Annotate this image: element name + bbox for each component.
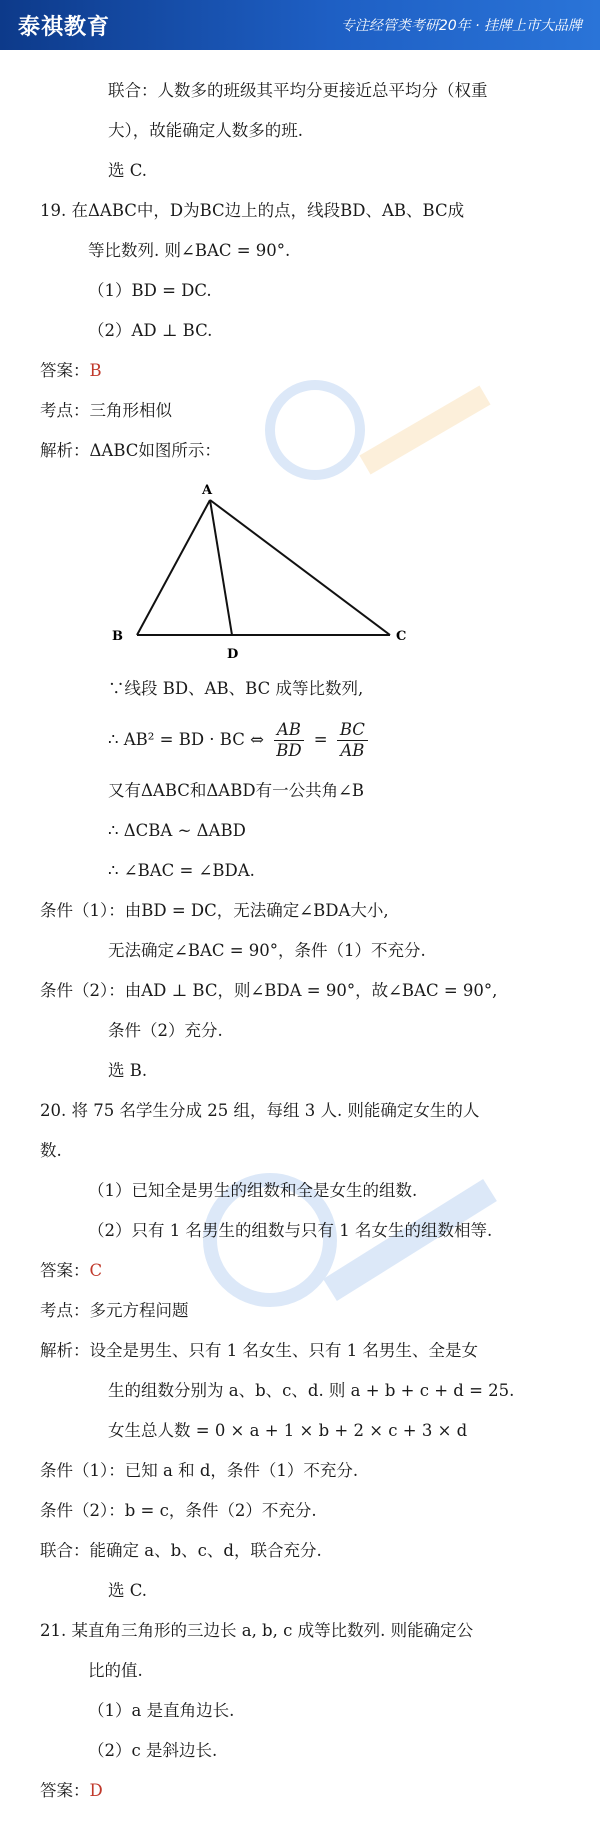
q20-jiexi-line2: 生的组数分别为 a、b、c、d. 则 a + b + c + d = 25. (108, 1381, 515, 1400)
q20-joint: 联合：能确定 a、b、c、d，联合充分. (40, 1541, 322, 1560)
triangle-side-AC (210, 500, 390, 635)
q19-condition-1-analysis: 条件（1）：由BD = DC，无法确定∠BDA大小, (40, 901, 389, 920)
q18-joint-line2: 大），故能确定人数多的班. (108, 121, 303, 140)
vertex-label-C: C (396, 629, 407, 644)
answer-label: 答案： (40, 1261, 90, 1280)
fraction-ab-bd: $\frac{AB}{BD}$ (273, 720, 304, 761)
q20-condition-1: （1）已知全是男生的组数和全是女生的组数. (88, 1181, 418, 1200)
q20-jiexi-line3: 女生总人数 = 0 × a + 1 × b + 2 × c + 3 × d (108, 1421, 468, 1440)
header-banner (0, 0, 600, 50)
q19-stem-line1: 19. 在ΔABC中，D为BC边上的点，线段BD、AB、BC成 (40, 201, 465, 220)
q19-step-4: ∴ ΔCBA ~ ΔABD (108, 821, 246, 840)
q19-choice: 选 B. (108, 1061, 148, 1080)
q19-jiexi: 解析：ΔABC如图所示： (40, 441, 221, 460)
q19-stem-line2: 等比数列. 则∠BAC = 90°. (88, 241, 291, 260)
q20-kaodian: 考点：多元方程问题 (40, 1301, 189, 1320)
watermark-logo-icon (255, 355, 495, 485)
triangle-figure (110, 478, 420, 663)
q20-stem-line2: 数. (40, 1141, 62, 1160)
fraction-bc-ab: $\frac{BC}{AB}$ (337, 720, 368, 761)
q20-condition-2-analysis: 条件（2）：b = c，条件（2）不充分. (40, 1501, 317, 1520)
q20-answer: C (89, 1261, 103, 1280)
q18-joint-line1: 联合：人数多的班级其平均分更接近总平均分（权重 (108, 81, 488, 100)
q21-answer: D (89, 1781, 103, 1800)
brand-logo-text: 泰祺教育 (18, 15, 111, 40)
vertex-label-A: A (202, 483, 213, 498)
q20-condition-1-analysis: 条件（1）：已知 a 和 d，条件（1）不充分. (40, 1461, 359, 1480)
answer-label: 答案： (40, 1781, 90, 1800)
segment-AD (210, 500, 232, 635)
q21-condition-1: （1）a 是直角边长. (88, 1701, 235, 1720)
q19-step-3: 又有ΔABC和ΔABD有一公共角∠B (108, 781, 365, 800)
q19-step-2: ∴ AB² = BD · BC ⇔ $\frac{AB}{BD}$ = $\frac{BC}{AB}$ (108, 718, 372, 762)
q19-condition-2: （2）AD ⊥ BC. (88, 321, 213, 340)
q20-condition-2: （2）只有 1 名男生的组数与只有 1 名女生的组数相等. (88, 1221, 493, 1240)
q21-answer-line (40, 1780, 103, 1802)
q19-answer: B (89, 361, 102, 380)
q19-condition-2-analysis: 条件（2）：由AD ⊥ BC，则∠BDA = 90°，故∠BAC = 90°, (40, 981, 498, 1000)
answer-label: 答案： (40, 361, 90, 380)
q19-kaodian: 考点：三角形相似 (40, 401, 172, 420)
q19-step-1: ∵线段 BD、AB、BC 成等比数列, (108, 679, 364, 698)
vertex-label-D: D (227, 647, 239, 662)
q21-condition-2: （2）c 是斜边长. (88, 1741, 218, 1760)
q19-step-5: ∴ ∠BAC = ∠BDA. (108, 861, 255, 880)
vertex-label-B: B (112, 629, 123, 644)
q20-answer-line (40, 1260, 102, 1282)
q20-jiexi-line1: 解析：设全是男生、只有 1 名女生、只有 1 名男生、全是女 (40, 1341, 478, 1360)
q21-stem-line2: 比的值. (88, 1661, 143, 1680)
q18-choice: 选 C. (108, 161, 148, 180)
q20-stem-line1: 20. 将 75 名学生分成 25 组，每组 3 人. 则能确定女生的人 (40, 1101, 480, 1120)
q21-stem-line1: 21. 某直角三角形的三边长 a, b, c 成等比数列. 则能确定公 (40, 1621, 474, 1640)
triangle-side-AB (137, 500, 210, 635)
q20-choice: 选 C. (108, 1581, 148, 1600)
header-slogan: 专注经管类考研20年 · 挂牌上市大品牌 (340, 18, 582, 34)
q19-step-2-left: ∴ AB² = BD · BC ⇔ (108, 730, 264, 749)
q19-condition-1-result: 无法确定∠BAC = 90°，条件（1）不充分. (108, 941, 426, 960)
q19-condition-2-result: 条件（2）充分. (108, 1021, 223, 1040)
q19-condition-1: （1）BD = DC. (88, 281, 212, 300)
q19-answer-line (40, 360, 102, 382)
